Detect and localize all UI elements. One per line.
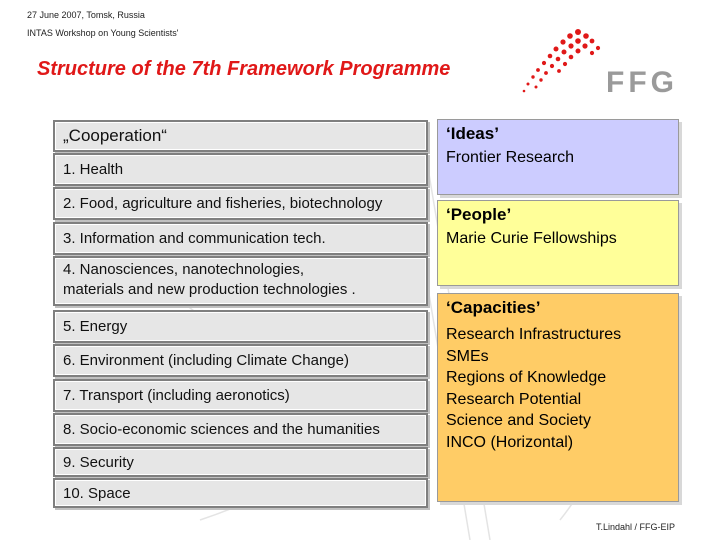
ffg-logo-dots-icon: [518, 24, 608, 104]
cooperation-item-space: 10. Space: [53, 478, 428, 508]
header-workshop-name: INTAS Workshop on Young Scientists': [27, 28, 179, 38]
cooperation-item-energy: 5. Energy: [53, 310, 428, 343]
ffg-logo: FFG: [606, 66, 678, 99]
header-date-location: 27 June 2007, Tomsk, Russia: [27, 10, 145, 20]
cooperation-item-ict: 3. Information and communication tech.: [53, 222, 428, 255]
capacities-item: Regions of Knowledge: [446, 369, 607, 386]
cooperation-item-nano-line1: 4. Nanosciences, nanotechnologies,: [63, 261, 304, 278]
ideas-subtitle: Frontier Research: [446, 149, 575, 166]
cooperation-item-health: 1. Health: [53, 153, 428, 186]
capacities-item: Research Potential: [446, 390, 582, 408]
capacities-item: SMEs: [446, 347, 489, 365]
people-subtitle: Marie Curie Fellowships: [446, 230, 617, 247]
slide-title: Structure of the 7th Framework Programme: [37, 58, 451, 80]
capacities-box: [437, 293, 679, 502]
cooperation-item-security: 9. Security: [53, 447, 428, 477]
cooperation-title: „Cooperation“: [53, 120, 428, 152]
cooperation-item-environment: 6. Environment (including Climate Change): [53, 344, 428, 377]
ideas-title: ‘Ideas’: [446, 124, 499, 143]
cooperation-item-transport: 7. Transport (including aeronotics): [53, 379, 428, 412]
capacities-item: Research Infrastructures: [446, 326, 622, 343]
cooperation-item-food: 2. Food, agriculture and fisheries, biotechnology: [53, 187, 428, 220]
capacities-item: Science and Society: [446, 412, 591, 429]
cooperation-item-socioeconomic: 8. Socio-economic sciences and the humanities: [53, 413, 428, 446]
cooperation-item-nano-line2: materials and new production technologies .: [63, 281, 356, 298]
capacities-item: INCO (Horizontal): [446, 433, 574, 451]
ideas-box: [437, 119, 679, 195]
footer-author: T.Lindahl / FFG-EIP: [596, 522, 676, 532]
capacities-list: [446, 324, 670, 453]
cooperation-item-nano: [53, 256, 428, 306]
people-box: [437, 200, 679, 286]
people-title: ‘People’: [446, 205, 512, 224]
capacities-title: ‘Capacities’: [446, 298, 541, 317]
